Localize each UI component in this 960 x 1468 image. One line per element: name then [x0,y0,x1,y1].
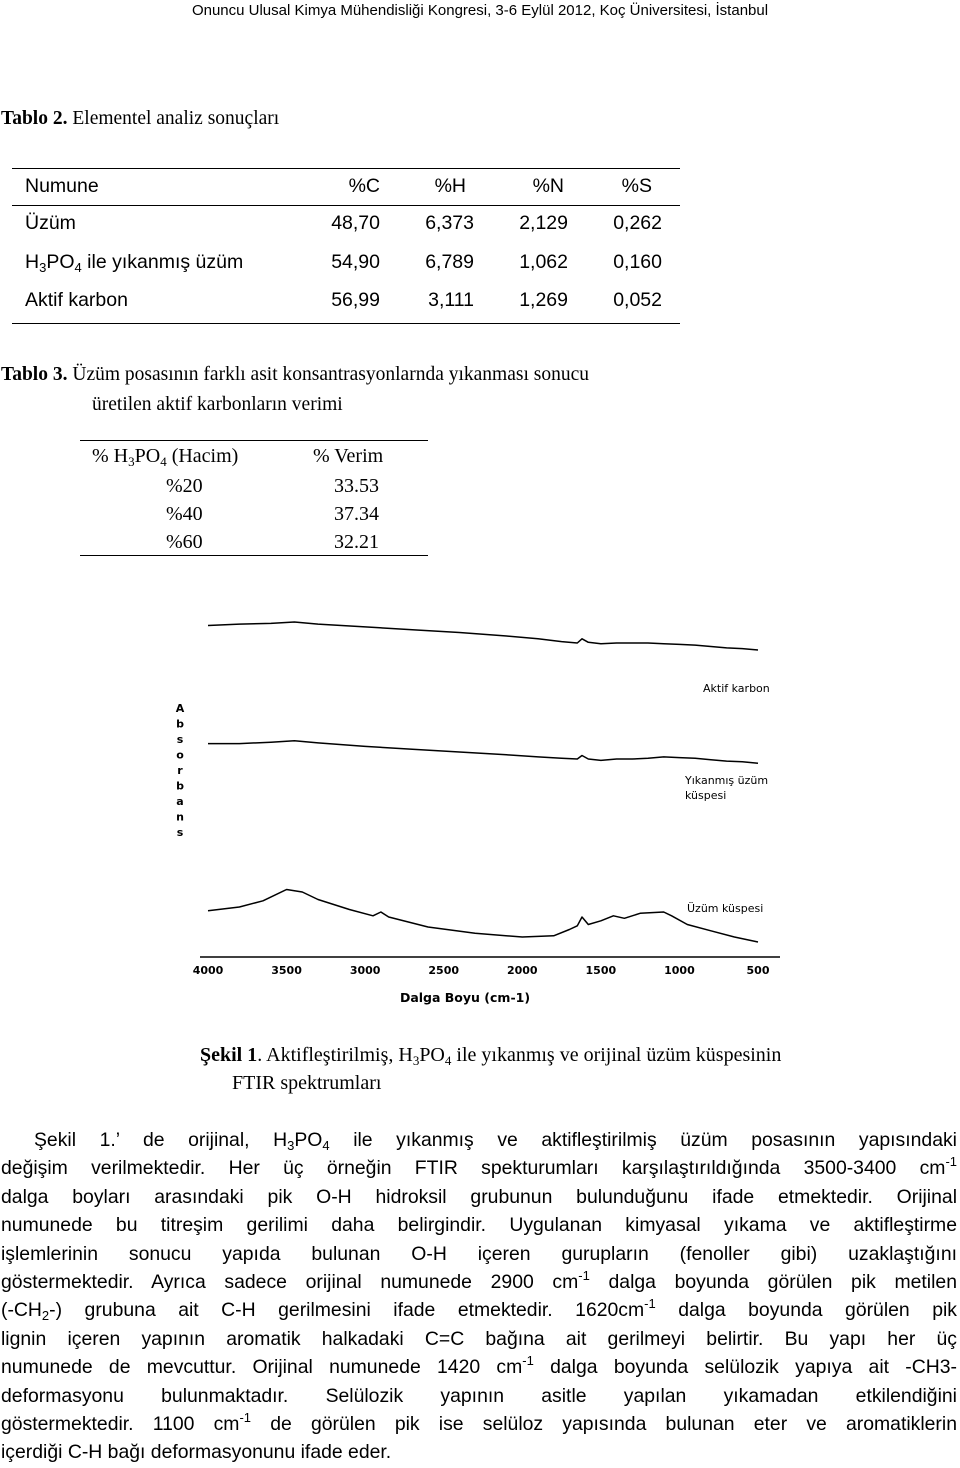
table2-row2-c: 54,90 [331,251,380,273]
x-tick-label: 1500 [585,964,617,977]
y-label-letter: r [177,764,183,777]
page-header: Onuncu Ulusal Kimya Mühendisliği Kongresi, 3-6 Eylül 2012, Koç Üniversitesi, İstanbul [191,2,769,19]
table2-caption: Tablo 2. Elementel analiz sonuçları [1,108,280,129]
table3-row1-yield: 33.53 [334,475,379,497]
y-axis-label [176,702,185,839]
table3 [0,430,960,570]
figure-caption: Şekil 1. Aktifleştirilmiş, $H_3PO_4$ ile yıkanmış ve orijinal üzüm küspesinin [200,1044,782,1068]
paragraph-line: değişim verilmektedir. Her üç örneğin FTIR spekturumları karşılaştırıldığında 3500-3400 $cm^{-1}$ [1,1154,957,1180]
table3-caption: Tablo 3. Üzüm posasının farklı asit konsantrasyonlarnda yıkanması sonucu [1,364,590,385]
y-label-letter: o [176,748,184,762]
series-label: Yıkanmış üzüm [685,774,769,787]
table2-row1-h: 6,373 [425,212,474,234]
table2-row3-name: Aktif karbon [25,289,128,311]
paragraph-line: göstermektedir. 1100 $cm^{-1}$ de görülen pik ise selüloz yapısında bulunan eter ve aromatiklerin [1,1410,957,1436]
table3-row2-yield: 37.34 [334,503,379,525]
series-line [208,890,758,943]
table3-bottom-rule [80,555,428,556]
table2-header-c: %C [348,175,380,197]
paragraph-line: içerdiği C-H bağı deformasyonunu ifade eder. [1,1441,392,1464]
series-line [208,622,758,650]
series-lines [208,622,758,942]
y-label-letter: s [176,733,184,746]
y-label-letter: b [176,779,184,793]
x-tick-label: 2000 [506,964,538,977]
x-tick-label: 3000 [349,964,381,977]
paragraph-line: Şekil 1.’ de orijinal, $H_3PO_4$ ile yıkanmış ve aktifleştirilmiş üzüm posasının yapısındaki [34,1129,957,1153]
table2-row3-h: 3,111 [428,289,474,311]
table2-header-n: %N [532,175,564,197]
paragraph-line: deformasyonu bulunmaktadır. Selülozik yapının asitle yapılan yıkamadan etkilendiğini [1,1384,957,1407]
figure-caption-line2: FTIR spektrumları [232,1072,382,1094]
table2-bottom-rule [12,323,680,324]
table2-header-s: %S [621,175,652,197]
y-label-letter: n [176,810,184,824]
table2-row1-n: 2,129 [519,212,568,234]
table2-row2-h: 6,789 [425,251,474,273]
table2-header-h: %H [434,175,466,197]
table2-row1-s: 0,262 [613,212,662,234]
table2-row3-n: 1,269 [519,289,568,311]
y-label-letter: s [176,826,184,839]
paragraph-line: numunede de mevcuttur. Orijinal numunede 1420 $cm^{-1}$ dalga boyunda selülozik yapıya ait -CH3- [1,1353,957,1379]
paragraph-line: numunede bu titreşim gerilimi daha belirgindir. Uygulanan kimyasal yıkama ve aktifleştirme [1,1214,957,1237]
paragraph-line: lignin içeren yapının aromatik halkadaki C=C bağına ait gerilmeyi belirtir. Bu yapı her üç [1,1327,957,1350]
x-axis-ticks [193,964,770,977]
x-tick-label: 500 [746,964,770,977]
series-label: küspesi [685,789,727,802]
series-line [208,741,758,763]
x-tick-label: 1000 [664,964,695,977]
table2-row1-c: 48,70 [331,212,380,234]
table3-header-conc: % $H_3PO_4$ (Hacim) [92,445,239,469]
paragraph-line: dalga boyları arasındaki pik O-H hidroksil grubunun bulunduğunu ifade etmektedir. Orijinal [1,1185,957,1208]
x-tick-label: 3500 [271,964,302,977]
x-tick-label: 4000 [192,964,224,977]
table3-row3-conc: %60 [166,531,203,553]
paragraph-line: göstermektedir. Ayrıca sadece orijinal numunede 2900 $cm^{-1}$ dalga boyunda görülen pik metilen [1,1268,957,1294]
table3-row2-conc: %40 [166,503,203,525]
table2-header-numune: Numune [25,175,99,197]
y-label-letter: A [175,702,185,715]
table2 [0,0,960,340]
ftir-chart [160,612,800,1012]
y-label-letter: b [176,717,184,731]
series-label: Üzüm küspesi [687,902,764,915]
table2-row2-s: 0,160 [613,251,662,273]
series-label: Aktif karbon [703,682,770,695]
paragraph-line: $(-CH_2-)$ grubuna ait C-H gerilmesini ifade etmektedir. $1620cm^{-1}$ dalga boyunda görülen pik [1,1296,957,1324]
table2-row1-name: Üzüm [25,212,76,234]
y-label-letter: a [176,795,184,808]
table2-row3-c: 56,99 [331,289,380,311]
table2-top-rule [12,168,680,169]
table3-row1-conc: %20 [166,475,203,497]
table2-header-rule [12,205,680,206]
table2-row3-s: 0,052 [613,289,662,311]
table2-row2-n: 1,062 [519,251,568,273]
table2-row2-name: $H_3PO_4$ ile yıkanmış üzüm [25,251,244,275]
table3-top-rule [80,440,428,441]
body-paragraph [1,1126,957,1467]
x-axis-label: Dalga Boyu (cm-1) [399,990,531,1005]
table3-header-yield: % Verim [313,445,384,467]
paragraph-line: işlemlerinin sonucu yapıda bulunan O-H içeren gurupların (fenoller gibi) uzaklaştığını [1,1242,957,1265]
table3-row3-yield: 32.21 [334,531,379,553]
series-labels [684,682,770,915]
x-tick-label: 2500 [428,964,460,977]
table3-caption-line2: üretilen aktif karbonların verimi [92,394,343,415]
